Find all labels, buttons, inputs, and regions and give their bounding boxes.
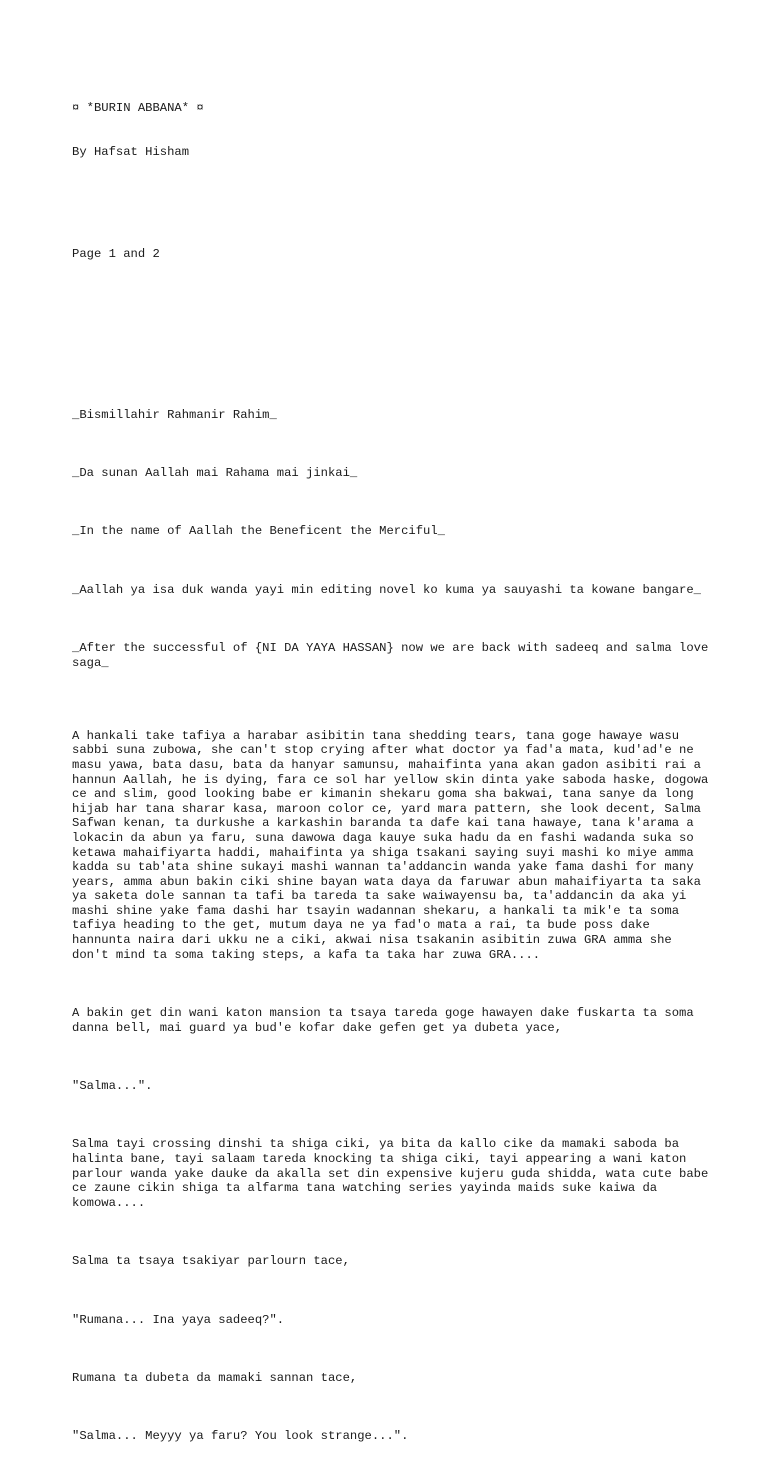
document-page bbox=[72, 72, 716, 1473]
story-paragraph: A hankali take tafiya a harabar asibitin tana shedding tears, tana goge hawaye wasu sabbi suna zubowa, she can't stop crying after what doctor ya fad'a mata, kud'ad'e ne masu yawa, bata dasu, bata da hanyar samunsu, mahaifinta yana akan gadon asibiti rai a hannun Aallah, he is dying, fara ce sol har yellow skin dinta yake saboda haske, dogowa ce and slim, good looking babe er kimanin shekaru goma sha bakwai, tana sanye da long hijab har tana sharar kasa, maroon color ce, yard mara pattern, she look decent, Salma Safwan kenan, ta durkushe a karkashin baranda ta dafe kai tana hawaye, tana k'arama a lokacin da abun ya faru, suna dawowa daga kauye suka hadu da en fashi wadanda suka so ketawa mahaifiyarta haddi, mahaifinta ya shiga tsakani saying suyi mashi ko miye amma kadda su tab'ata shine sukayi mashi wannan ta'addancin wanda yake fama dashi for many years, amma abun bakin ciki shine bayan wata daya da faruwar abun mahaifiyarta ta saka ya saketa dole sannan ta tafi ba tareda ta sake waiwayensu ba, ta'addancin da aka yi mashi shine yake fama dashi har tsayin wadannan shekaru, a hankali ta mik'e ta soma tafiya heading to the get, mutum daya ne ya fad'o mata a rai, ta bude poss dake hannunta naira dari ukku ne a ciki, akwai nisa tsakanin asibitin zuwa GRA amma she don't mind ta soma taking steps, a kafa ta taka har zuwa GRA.... bbox=[72, 728, 716, 962]
story-paragraph: A bakin get din wani katon mansion ta tsaya tareda goge hawayen dake fuskarta ta soma danna bell, mai guard ya bud'e kofar dake gefen get ya dubeta yace, bbox=[72, 1006, 701, 1035]
story-dialogue: "Salma...". bbox=[72, 1079, 153, 1093]
story-dialogue: "Rumana... Ina yaya sadeeq?". bbox=[72, 1312, 285, 1327]
intro-line: _After the successful of {NI DA YAYA HASSAN} now we are back with sadeeq and salma love saga_ bbox=[72, 641, 716, 670]
intro-line: _Aallah ya isa duk wanda yayi min editing novel ko kuma ya sauyashi ta kowane bangare_ bbox=[72, 582, 701, 597]
intro-line: _Bismillahir Rahmanir Rahim_ bbox=[72, 407, 277, 422]
page-range: Page 1 and 2 bbox=[72, 247, 160, 262]
intro-line: _Da sunan Aallah mai Rahama mai jinkai_ bbox=[72, 466, 358, 481]
intro-line: _In the name of Aallah the Beneficent the Merciful_ bbox=[72, 524, 445, 539]
story-paragraph: Salma ta tsaya tsakiyar parlourn tace, bbox=[72, 1254, 350, 1269]
story-paragraph: Rumana ta dubeta da mamaki sannan tace, bbox=[72, 1370, 358, 1385]
story-dialogue: "Salma... Meyyy ya faru? You look strange...". bbox=[72, 1429, 409, 1444]
story-paragraph: Salma tayi crossing dinshi ta shiga ciki, ya bita da kallo cike da mamaki saboda ba halinta bane, tayi salaam tareda knocking ta shiga ciki, tayi appearing a wani katon parlour wanda yake dauke da akalla set din expensive kujeru guda shidda, wata cute babe ce zaune cikin shiga ta alfarma tana watching series yayinda maids suke kaiwa da komowa.... bbox=[72, 1137, 716, 1210]
story-title: ¤ *BURIN ABBANA* ¤ bbox=[72, 101, 204, 116]
author-line: By Hafsat Hisham bbox=[72, 144, 190, 159]
